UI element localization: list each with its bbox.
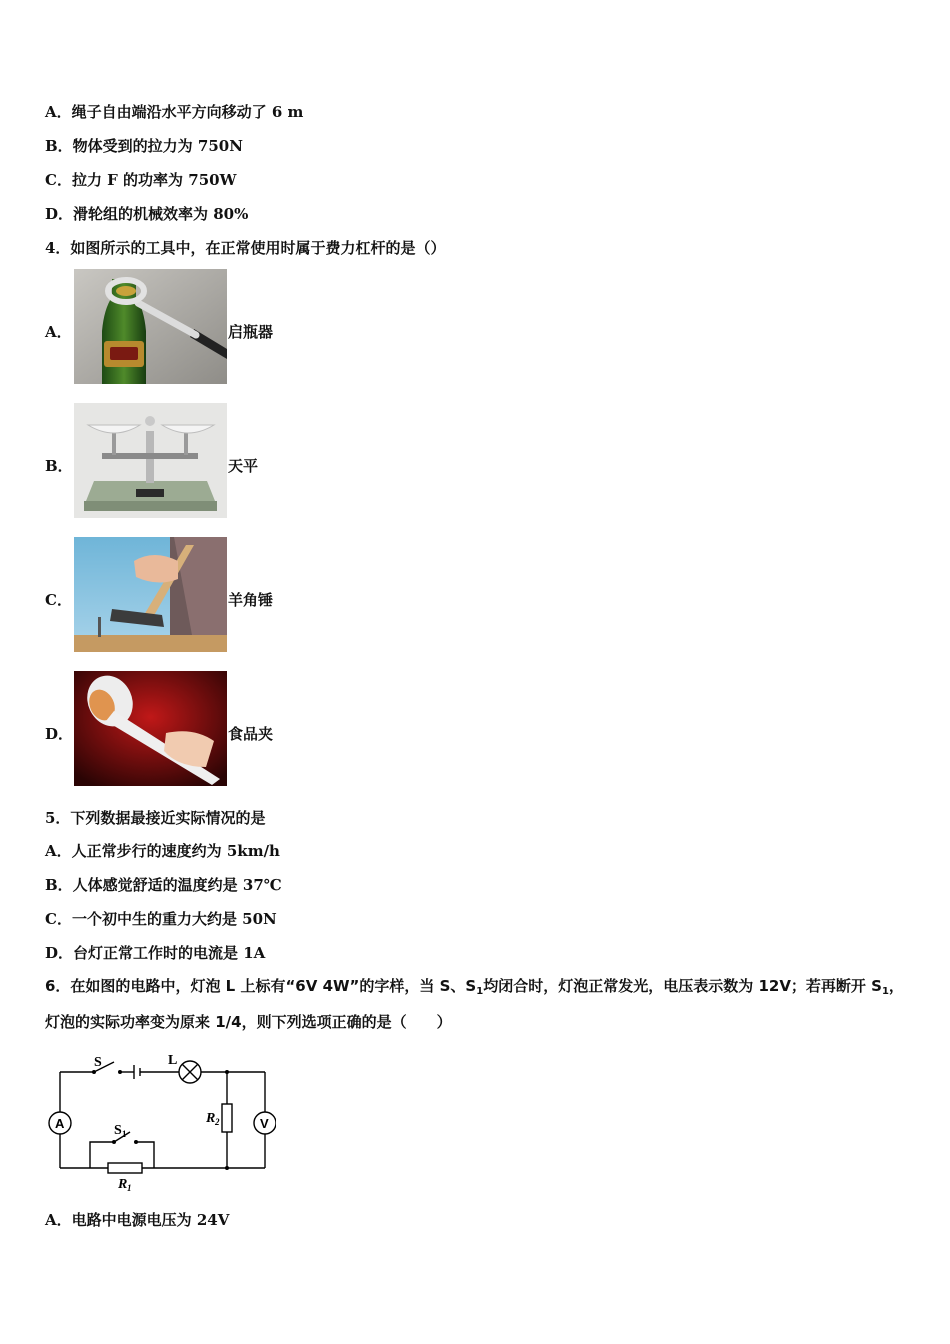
q5-option-c: C．一个初中生的重力大约是 50N bbox=[45, 910, 277, 928]
q4-option-b-caption: 天平 bbox=[228, 457, 259, 475]
circuit-diagram bbox=[44, 1052, 276, 1194]
label-r2: R bbox=[206, 1111, 216, 1126]
label-ammeter: A bbox=[55, 1116, 65, 1131]
q6-stem-part2: 均闭合时，灯泡正常发光，电压表示数为 12V；若再断开 S bbox=[483, 977, 882, 995]
q6-stem bbox=[45, 968, 910, 1040]
q6-stem-sub2: 1 bbox=[881, 986, 889, 997]
label-r1: R bbox=[118, 1177, 128, 1192]
q3-option-a: A．绳子自由端沿水平方向移动了 6 m bbox=[45, 103, 304, 121]
q4-option-a-caption: 启瓶器 bbox=[228, 323, 274, 341]
q4-option-c-letter: C． bbox=[45, 591, 72, 609]
q6-stem-part1: 6．在如图的电路中，灯泡 L 上标有“6V 4W”的字样，当 S、S bbox=[45, 977, 477, 995]
q5-option-d: D．台灯正常工作时的电流是 1A bbox=[45, 944, 266, 962]
label-s1-sub: 1 bbox=[122, 1129, 127, 1139]
q4-option-a-letter: A． bbox=[45, 323, 72, 341]
q4-option-c-caption: 羊角锤 bbox=[228, 591, 274, 609]
label-s: S bbox=[94, 1055, 102, 1070]
q3-option-d: D．滑轮组的机械效率为 80% bbox=[45, 205, 249, 223]
q3-option-c: C．拉力 F 的功率为 750W bbox=[45, 171, 237, 189]
q4-option-d-caption: 食品夹 bbox=[228, 725, 274, 743]
claw-hammer-image bbox=[74, 537, 227, 652]
balance-scale-image bbox=[74, 403, 227, 518]
q6-stem-sub1: 1 bbox=[476, 986, 484, 997]
label-r1-sub: 1 bbox=[127, 1183, 132, 1193]
label-voltmeter: V bbox=[260, 1116, 269, 1131]
q5-option-a: A．人正常步行的速度约为 5km/h bbox=[45, 842, 280, 860]
label-r2-sub: 2 bbox=[215, 1117, 220, 1127]
q5-option-b: B．人体感觉舒适的温度约是 37℃ bbox=[45, 876, 282, 894]
label-s1: S bbox=[114, 1123, 122, 1138]
food-tongs-image bbox=[74, 671, 227, 786]
q5-stem: 5．下列数据最接近实际情况的是 bbox=[45, 809, 266, 827]
label-l: L bbox=[168, 1053, 178, 1068]
q6-stem-part3: ，灯泡的实际功率变为原来 1/4，则下列选项正确的是（ ） bbox=[45, 977, 904, 1031]
q4-option-d-letter: D． bbox=[45, 725, 74, 743]
bottle-opener-image bbox=[74, 269, 227, 384]
q3-option-b: B．物体受到的拉力为 750N bbox=[45, 137, 243, 155]
q4-stem: 4．如图所示的工具中，在正常使用时属于费力杠杆的是（） bbox=[45, 239, 446, 257]
q6-option-a: A．电路中电源电压为 24V bbox=[45, 1211, 230, 1229]
q4-option-b-letter: B． bbox=[45, 457, 73, 475]
